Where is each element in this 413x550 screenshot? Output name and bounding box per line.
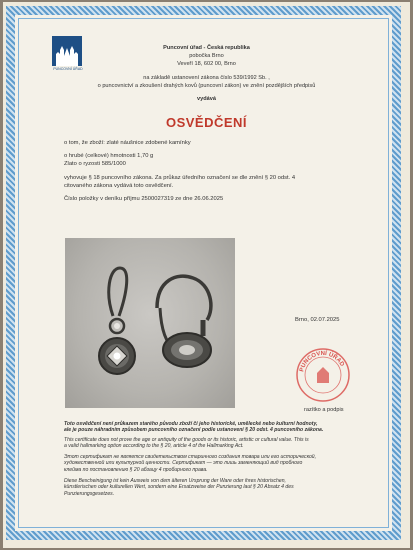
disclaimer-ru-line-3: клейма по постановлению § 20 абзацу 4 пробирного права. bbox=[64, 466, 208, 473]
disclaimer-ru-line-1: Этот сертификат не является свидетельством старинного создания товара или его исторической, bbox=[64, 454, 317, 460]
disclaimer-german bbox=[64, 478, 356, 497]
official-stamp bbox=[293, 345, 353, 405]
disclaimer-de-line-2: künstlerischen oder kulturellen Wert, sondern eine Ersatzweise der Punzierung laut § 20 Absatz 4 des bbox=[64, 484, 294, 491]
law-line-1: na základě ustanovení zákona číslo 539/1992 Sb. , bbox=[143, 75, 270, 81]
disclaimer-russian bbox=[64, 454, 356, 473]
disclaimer-en-line-2: a valid hallmarking option according to the § 20, article 4 of the Hallmarking Act. bbox=[64, 443, 244, 450]
office-name: Puncovní úřad - Česká republika bbox=[163, 45, 250, 51]
svg-text:PUNCOVNÍ ÚŘAD: PUNCOVNÍ ÚŘAD bbox=[299, 350, 345, 373]
compliance-line-1: vyhovuje § 18 puncovního zákona. Za průkaz úředního označení se dle znění § 20 odst. 4 bbox=[64, 175, 296, 181]
goods-description: o tom, že zboží: zlaté náušnice zdobené kamínky bbox=[64, 140, 191, 146]
disclaimer-en-line-1: This certificate does not prove the age or antiquity of the goods or its historic, artistic or cultural value. This is bbox=[64, 437, 309, 443]
issues-label: vydává bbox=[197, 96, 216, 102]
gold-fineness: Zlato o ryzosti 585/1000 bbox=[64, 161, 126, 167]
certificate-title: OSVĚDČENÍ bbox=[165, 115, 248, 130]
place-and-date: Brno, 02.07.2025 bbox=[295, 317, 340, 323]
compliance-line-2: citovaného zákona vydává toto osvědčení. bbox=[64, 183, 174, 189]
gross-weight: o hrubé (celkové) hmotnosti 1,70 g bbox=[64, 153, 154, 159]
earrings-illustration bbox=[65, 238, 235, 408]
disclaimer-english bbox=[64, 437, 356, 450]
signature-label: razítko a podpis bbox=[304, 407, 344, 413]
law-line-2: o puncovnictví a zkoušení drahých kovů (puncovní zákon) ve znění pozdějších předpisů bbox=[97, 83, 316, 89]
disclaimer-czech bbox=[64, 421, 356, 434]
earrings-photo bbox=[65, 238, 235, 408]
office-branch: pobočka Brno bbox=[189, 53, 224, 59]
disclaimer-ru-line-2: художественной или культурной ценности. Сертификат — это лишь заменяющий вид пробного bbox=[64, 460, 303, 467]
logo-caption: PUNCOVNÍ ÚŘAD bbox=[53, 67, 83, 71]
stamp-seal-icon bbox=[293, 345, 353, 405]
register-number: Číslo položky v deníku příjmu 2500027319 ze dne 26.06.2025 bbox=[64, 196, 224, 202]
disclaimer-de-line-1: Diese Bescheinigung ist kein Ausweis von dem älteren Ursprung der Ware oder ihres historischen, bbox=[64, 478, 286, 484]
office-address: Veveří 18, 602 00, Brno bbox=[177, 61, 236, 67]
disclaimer-cz-line-1: Toto osvědčení není průkazem starého původu zboží či jeho historické, umělecké nebo kulturní hodnoty, bbox=[64, 421, 318, 427]
disclaimer-cz-line-2: ale je pouze náhradním způsobem puncovního označení podle ustanovení § 20 odst. 4 puncovního zákona. bbox=[64, 427, 324, 434]
disclaimer-de-line-3: Punzierungsgesetzes. bbox=[64, 490, 115, 497]
